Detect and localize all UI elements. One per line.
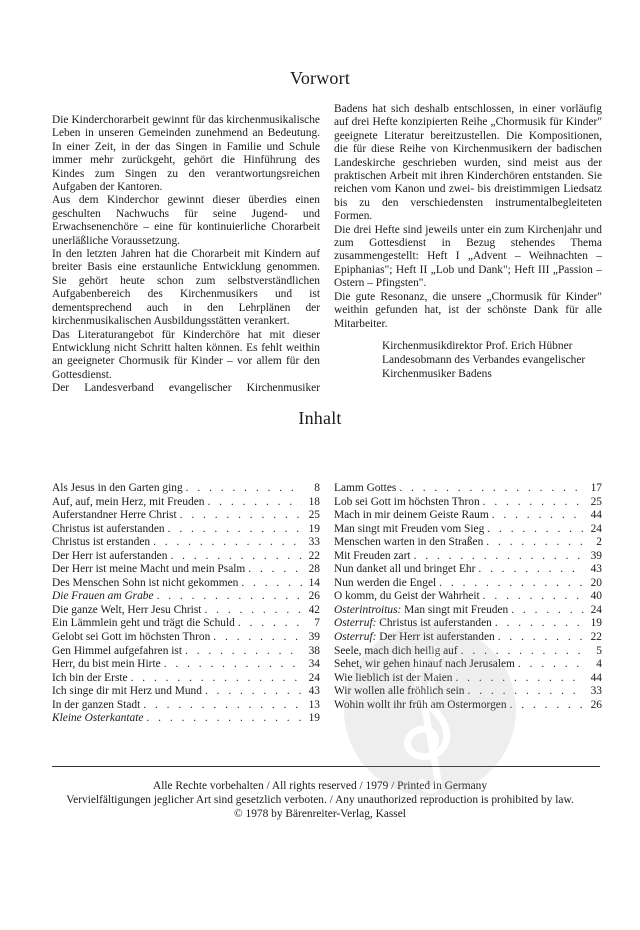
toc-entry <box>334 631 602 645</box>
foreword-paragraph: Badens hat sich deshalb entschlossen, in einer vorläufig auf drei Hefte konzipierten Reihe „Chormusik für Kinder" geeignete Literatur bereitzustellen. Die Kompositionen, die für diese Reihe von Kirchenmusikern der badischen Landeskirche geschrieben wurden, sind meist aus der praktischen Arbeit mit ihren Kinderchören entstanden. Sie reichen vom Kanon und zwei- bis dreistimmigen Liedsatz bis zu den verschiedensten instrumentalbegleiteten Formen. <box>334 103 602 223</box>
toc-entry <box>52 577 320 591</box>
toc-entry <box>334 509 602 523</box>
toc-entry-title: Sehet, wir gehen hinauf nach Jerusalem <box>334 658 515 671</box>
toc-dot-leader <box>150 536 302 550</box>
toc-dot-leader <box>167 550 302 564</box>
toc-entry-page: 38 <box>308 644 320 657</box>
toc-entry-page: 19 <box>590 617 602 630</box>
toc-entry <box>52 523 320 537</box>
toc-entry <box>52 563 320 577</box>
foreword-paragraph: Der Landesverband evangelischer Kirchenmusiker <box>52 382 320 395</box>
toc-entry-title: Des Menschen Sohn ist nicht gekommen <box>52 576 239 589</box>
toc-dot-leader <box>411 550 584 564</box>
toc-entry-page: 24 <box>590 522 602 535</box>
toc-entry-page: 4 <box>596 658 602 671</box>
toc-entry-page: 43 <box>308 685 320 698</box>
toc-dot-leader <box>508 604 584 618</box>
toc-entry-title <box>334 617 492 631</box>
toc-entry-page: 7 <box>314 617 320 630</box>
toc-entry <box>52 645 320 659</box>
toc-dot-leader <box>245 563 302 577</box>
toc-dot-leader <box>238 577 302 591</box>
toc-entry-page: 19 <box>308 712 320 725</box>
reproduction-notice: Vervielfältigungen jeglicher Art sind gesetzlich verboten. / Any unauthorized reproduction is prohibited by law. <box>66 794 574 806</box>
toc-entry <box>334 577 602 591</box>
toc-dot-leader <box>465 685 585 699</box>
toc-entry-page: 44 <box>590 671 602 684</box>
toc-entry <box>52 658 320 672</box>
toc-entry-title-rest: Der Herr ist auferstanden <box>376 631 495 644</box>
toc-dot-leader <box>458 645 584 659</box>
toc-entry <box>52 509 320 523</box>
toc-entry-title: Lob sei Gott im höchsten Thron <box>334 495 480 508</box>
toc-entry <box>52 604 320 618</box>
toc-entry <box>52 617 320 631</box>
toc-right-column <box>334 482 602 712</box>
toc-entry-page: 22 <box>308 549 320 562</box>
toc-entry-title: Gelobt sei Gott im höchsten Thron <box>52 631 211 644</box>
toc-entry-title: O komm, du Geist der Wahrheit <box>334 590 480 603</box>
toc-entry-page: 40 <box>590 590 602 603</box>
toc-entry-page: 5 <box>596 644 602 657</box>
foreword-paragraph: Aus dem Kinderchor gewinnt dieser überdies einen geschulten Nachwuchs für seine Jugend- und Erwachsenenchöre – eine für kontinuierliche Chorarbeit unerläßliche Voraussetzung. <box>52 194 320 247</box>
toc-entry-title <box>334 631 495 645</box>
toc-entry-page: 43 <box>590 563 602 576</box>
toc-entry <box>52 482 320 496</box>
toc-entry-title: Kleine Osterkantate <box>52 712 144 725</box>
toc-entry-title: Nun werden die Engel <box>334 576 437 589</box>
toc-entry <box>334 536 602 550</box>
toc-entry <box>52 536 320 550</box>
toc-entry-page: 26 <box>590 698 602 711</box>
toc-entry-title-prefix: Osterruf: <box>334 631 377 644</box>
toc-entry-title: Wohin wollt ihr früh am Ostermorgen <box>334 698 507 711</box>
foreword-signature <box>334 339 602 382</box>
toc-dot-leader <box>161 658 302 672</box>
toc-dot-leader <box>154 590 302 604</box>
toc-entry <box>334 590 602 604</box>
toc-dot-leader <box>210 631 302 645</box>
toc-entry-title: Lamm Gottes <box>334 482 397 494</box>
toc-entry <box>52 590 320 604</box>
toc-dot-leader <box>183 482 302 496</box>
toc-entry-title: Mit Freuden zart <box>334 549 411 562</box>
copyright-line: © 1978 by Bärenreiter-Verlag, Kassel <box>234 808 406 820</box>
toc-entry-page: 34 <box>308 658 320 671</box>
toc-entry-page: 24 <box>308 671 320 684</box>
signature-line: Landesobmann des Verbandes evangelischer <box>382 354 586 367</box>
toc-entry-title: Ich bin der Erste <box>52 671 128 684</box>
toc-entry-page: 17 <box>590 482 602 494</box>
toc-entry <box>52 712 320 726</box>
rights-line: Alle Rechte vorbehalten / All rights reserved / 1979 / Printed in Germany <box>152 780 488 792</box>
toc-entry-page: 18 <box>308 495 320 508</box>
toc-entry-page: 24 <box>590 603 602 616</box>
toc-dot-leader <box>475 563 584 577</box>
toc-dot-leader <box>128 672 302 686</box>
toc-entry-page: 44 <box>590 509 602 522</box>
toc-entry-title: Seele, mach dich heilig auf <box>334 644 458 657</box>
toc-entry-page: 19 <box>308 522 320 535</box>
toc-entry <box>52 496 320 510</box>
toc-entry <box>334 563 602 577</box>
toc-dot-leader <box>177 509 302 523</box>
toc-entry-title: Die ganze Welt, Herr Jesu Christ <box>52 603 202 616</box>
toc-dot-leader <box>515 658 584 672</box>
toc-dot-leader <box>489 509 584 523</box>
toc-entry-page: 2 <box>596 536 602 549</box>
toc-entry <box>334 699 602 713</box>
toc-dot-leader <box>396 482 584 496</box>
toc-entry-title: In der ganzen Stadt <box>52 698 141 711</box>
toc-entry <box>52 550 320 564</box>
toc-entry-title: Auferstandner Herre Christ <box>52 509 177 522</box>
toc-entry-page: 39 <box>308 631 320 644</box>
toc-entry <box>334 617 602 631</box>
toc-dot-leader <box>202 685 302 699</box>
toc-entry-page: 33 <box>590 685 602 698</box>
toc-entry-page: 20 <box>590 576 602 589</box>
foreword-paragraph: Die gute Resonanz, die unsere „Chormusik für Kinder" weithin gefunden hat, ist der schönste Dank für alle Mitarbeiter. <box>334 290 602 330</box>
toc-dot-leader <box>480 590 584 604</box>
foreword-right-column <box>334 103 602 382</box>
toc-entry <box>334 658 602 672</box>
foreword-paragraph: Die Kinderchorarbeit gewinnt für das kirchenmusikalische Leben in unseren Gemeinden zunehmend an Bedeutung. In einer Zeit, in der das Singen in Familie und Schule immer mehr zurückgeht, gehört die Hinführung des Kindes zum Singen zu den verantwortungsreichen Aufgaben der Kantoren. <box>52 114 320 194</box>
toc-dot-leader <box>182 645 302 659</box>
toc-entry-title: Man singt mit Freuden vom Sieg <box>334 522 485 535</box>
vorwort-heading: Vorwort <box>289 68 351 88</box>
toc-dot-leader <box>436 577 584 591</box>
toc-entry-title: Nun danket all und bringet Ehr <box>334 563 476 576</box>
toc-entry-page: 22 <box>590 631 602 644</box>
toc-entry-page: 25 <box>590 495 602 508</box>
toc-entry-title: Christus ist erstanden <box>52 536 151 549</box>
toc-entry-page: 33 <box>308 536 320 549</box>
toc-entry-title: Ein Lämmlein geht und trägt die Schuld <box>52 617 235 630</box>
toc-entry-page: 39 <box>590 549 602 562</box>
toc-entry <box>334 645 602 659</box>
toc-entry-page: 8 <box>314 482 320 494</box>
copyright-footer <box>0 779 640 821</box>
signature-line: Kirchenmusiker Badens <box>382 368 492 381</box>
toc-left-column <box>52 482 320 726</box>
toc-entry-page: 42 <box>308 603 320 616</box>
toc-entry <box>334 672 602 686</box>
toc-entry-title: Mach in mir deinem Geiste Raum <box>334 509 489 522</box>
toc-entry-title: Gen Himmel aufgefahren ist <box>52 644 182 657</box>
toc-entry <box>334 550 602 564</box>
toc-entry-title: Wie lieblich ist der Maien <box>334 671 453 684</box>
footer-divider <box>52 766 600 767</box>
toc-dot-leader <box>140 699 302 713</box>
toc-dot-leader <box>480 496 584 510</box>
toc-dot-leader <box>201 604 302 618</box>
toc-entry <box>52 672 320 686</box>
toc-entry <box>52 631 320 645</box>
toc-dot-leader <box>483 536 584 550</box>
toc-entry-title: Als Jesus in den Garten ging <box>52 482 183 494</box>
toc-entry-page: 14 <box>308 576 320 589</box>
toc-dot-leader <box>507 699 584 713</box>
inhalt-heading: Inhalt <box>298 408 342 428</box>
toc-entry-title: Christus ist auferstanden <box>52 522 165 535</box>
toc-entry-page: 25 <box>308 509 320 522</box>
toc-entry-title: Auf, auf, mein Herz, mit Freuden <box>52 495 205 508</box>
toc-dot-leader <box>165 523 302 537</box>
toc-entry-title: Der Herr ist meine Macht und mein Psalm <box>52 563 246 576</box>
toc-dot-leader <box>452 672 584 686</box>
toc-dot-leader <box>235 617 302 631</box>
toc-dot-leader <box>492 617 584 631</box>
toc-dot-leader <box>143 712 302 726</box>
toc-dot-leader <box>495 631 584 645</box>
foreword-paragraph: Die drei Hefte sind jeweils unter ein zum Kirchenjahr und zum Gottesdienst in Bezug stehendes Thema zusammengestellt: Heft I „Advent – Weihnachten – Epiphanias"; Heft II „Lob und Dank"; Heft III „Passion – Ostern – Pfingsten". <box>334 223 602 290</box>
toc-entry <box>334 685 602 699</box>
toc-entry <box>334 604 602 618</box>
toc-entry-title-prefix: Osterruf: <box>334 617 377 630</box>
toc-entry-title: Menschen warten in den Straßen <box>334 536 484 549</box>
toc-dot-leader <box>484 523 584 537</box>
toc-entry-page: 28 <box>308 563 320 576</box>
foreword-left-column <box>52 114 320 396</box>
toc-entry-page: 26 <box>308 590 320 603</box>
toc-entry-title: Die Frauen am Grabe <box>52 590 154 603</box>
toc-entry-title <box>334 604 508 618</box>
toc-entry <box>334 482 602 496</box>
toc-entry-title: Herr, du bist mein Hirte <box>52 658 161 671</box>
toc-entry <box>52 685 320 699</box>
toc-entry-title: Der Herr ist auferstanden <box>52 549 168 562</box>
toc-entry <box>334 496 602 510</box>
toc-entry-page: 13 <box>308 698 320 711</box>
signature-line: Kirchenmusikdirektor Prof. Erich Hübner <box>382 339 573 352</box>
toc-entry <box>52 699 320 713</box>
toc-entry-title-rest: Man singt mit Freuden <box>401 603 509 616</box>
toc-entry <box>334 523 602 537</box>
toc-entry-title-prefix: Osterintroitus: <box>334 603 402 616</box>
toc-dot-leader <box>204 496 302 510</box>
toc-entry-title: Wir wollen alle fröhlich sein <box>334 685 465 698</box>
foreword-paragraph: Das Literaturangebot für Kinderchöre hat mit dieser Entwicklung nicht Schritt halten können. Es fehlt weithin an geeigneter Chormusik für Kinder – vor allem für den Gottesdienst. <box>52 328 320 381</box>
toc-entry-title: Ich singe dir mit Herz und Mund <box>52 685 202 698</box>
foreword-paragraph: In den letzten Jahren hat die Chorarbeit mit Kindern auf breiter Basis eine erstaunliche Entwicklung genommen. Sie gehört heute schon zum selbstverständlichen Aufgabenbereich des Kirchenmusikers und ist dementsprechend auch in den Lehrplänen der kirchenmusikalischen Ausbildungsstätten verankert. <box>52 248 320 328</box>
toc-entry-title-rest: Christus ist auferstanden <box>376 617 492 630</box>
